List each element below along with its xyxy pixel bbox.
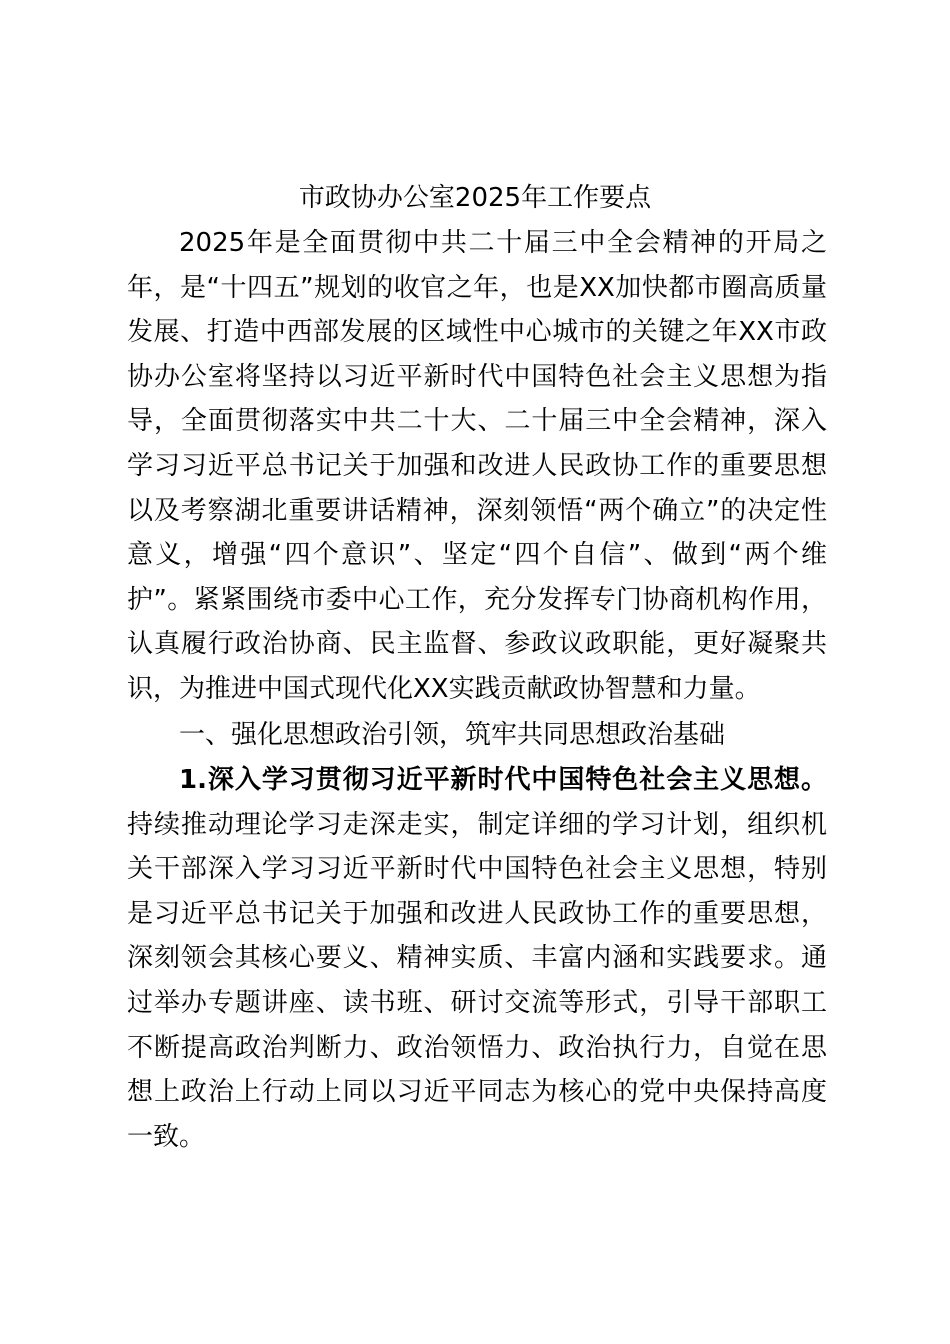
intro-paragraph: 2025年是全面贯彻中共二十届三中全会精神的开局之年，是“十四五”规划的收官之年，也是XX加快都市圈高质量发展、打造中西部发展的区域性中心城市的关键之年XX市政协办公室将坚持以习近平新时代中国特色社会主义思想为指导，全面贯彻落实中共二十大、二十届三中全会精神，深入学习习近平总书记关于加强和改进人民政协工作的重要思想以及考察湖北重要讲话精神，深刻领悟“两个确立”的决定性意义，增强“四个意识”、坚定“四个自信”、做到“两个维护”。紧紧围绕市委中心工作，充分发挥专门协商机构作用，认真履行政治协商、民主监督、参政议政职能，更好凝聚共识，为推进中国式现代化XX实践贡献政协智慧和力量。 [127,228,827,704]
section-heading: 一、强化思想政治引领，筑牢共同思想政治基础 [179,720,726,750]
item-paragraph [127,758,827,1159]
item-heading: 1.深入学习贯彻习近平新时代中国特色社会主义思想。 [179,765,827,795]
document-title: 市政协办公室2025年工作要点 [298,183,652,213]
item-text: 持续推动理论学习走深走实，制定详细的学习计划，组织机关干部深入学习习近平新时代中国特色社会主义思想，特别是习近平总书记关于加强和改进人民政协工作的重要思想，深刻领会其核心要义、精神实质、丰富内涵和实践要求。通过举办专题讲座、读书班、研讨交流等形式，引导干部职工不断提高政治判断力、政治领悟力、政治执行力，自觉在思想上政治上行动上同以习近平同志为核心的党中央保持高度一致。 [127,809,827,1152]
